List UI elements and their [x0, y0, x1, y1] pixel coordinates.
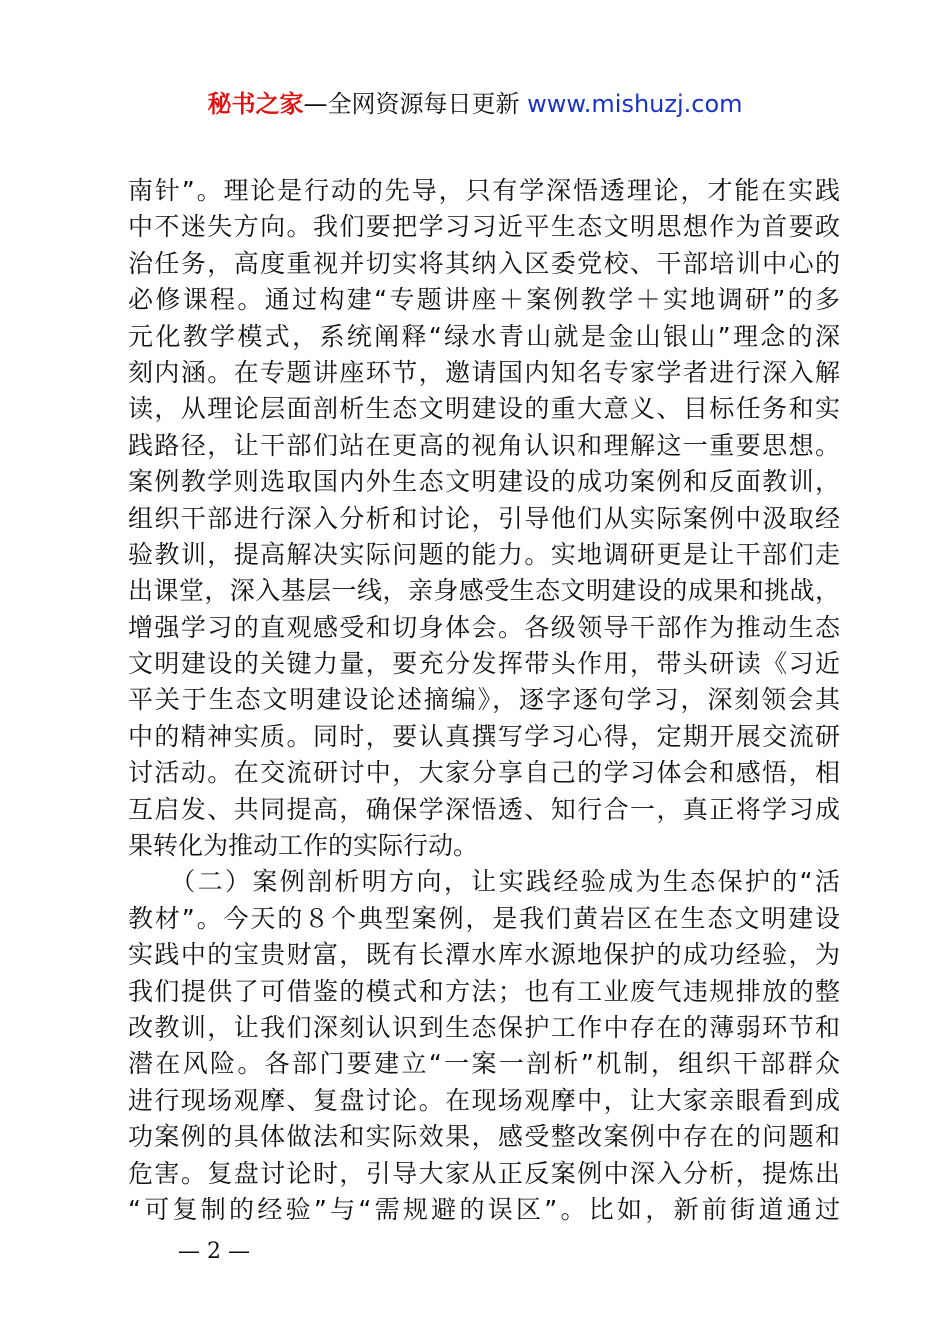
document-body: [128, 173, 840, 1228]
text-line: 组织干部进行深入分析和讨论，引导他们从实际案例中汲取经: [128, 503, 840, 533]
text-line: 必修课程。通过构建“专题讲座＋案例教学＋实地调研”的多: [128, 285, 840, 315]
text-line: 刻内涵。在专题讲座环节，邀请国内知名专家学者进行深入解: [128, 357, 840, 387]
text-line: 治任务，高度重视并切实将其纳入区委党校、干部培训中心的: [128, 248, 840, 278]
text-line: 进行现场观摩、复盘讨论。在现场观摩中，让大家亲眼看到成: [128, 1085, 840, 1115]
text-line: 改教训，让我们深刻认识到生态保护工作中存在的薄弱环节和: [128, 1012, 840, 1042]
text-line: 读，从理论层面剖析生态文明建设的重大意义、目标任务和实: [128, 394, 840, 424]
text-line: 潜在风险。各部门要建立“一案一剖析”机制，组织干部群众: [128, 1049, 840, 1079]
text-line: 中的精神实质。同时，要认真撰写学习心得，定期开展交流研: [128, 721, 840, 751]
text-line: 验教训，提高解决实际问题的能力。实地调研更是让干部们走: [128, 539, 840, 569]
text-line: 我们提供了可借鉴的模式和方法；也有工业废气违规排放的整: [128, 976, 840, 1006]
text-line: 平关于生态文明建设论述摘编》，逐字逐句学习，深刻领会其: [128, 685, 840, 715]
text-line: 互启发、共同提高，确保学深悟透、知行合一，真正将学习成: [128, 794, 840, 824]
page-header: [0, 86, 950, 122]
section-heading-line: （二）案例剖析明方向，让实践经验成为生态保护的“活: [128, 867, 840, 897]
text-line: “可复制的经验”与“需规避的误区”。比如，新前街道通过: [128, 1194, 840, 1224]
text-line: 出课堂，深入基层一线，亲身感受生态文明建设的成果和挑战，: [128, 576, 840, 606]
text-line: 教材”。今天的８个典型案例，是我们黄岩区在生态文明建设: [128, 903, 840, 933]
header-tagline: —全网资源每日更新: [303, 90, 528, 118]
text-line: 讨活动。在交流研讨中，大家分享自己的学习体会和感悟，相: [128, 758, 840, 788]
text-line: 增强学习的直观感受和切身体会。各级领导干部作为推动生态: [128, 612, 840, 642]
site-url[interactable]: www.mishuzj.com: [527, 90, 743, 118]
text-line: 功案例的具体做法和实际效果，感受整改案例中存在的问题和: [128, 1122, 840, 1152]
text-line: 文明建设的关键力量，要充分发挥带头作用，带头研读《习近: [128, 649, 840, 679]
text-line: 实践中的宝贵财富，既有长潭水库水源地保护的成功经验，为: [128, 940, 840, 970]
text-line: 元化教学模式，系统阐释“绿水青山就是金山银山”理念的深: [128, 321, 840, 351]
brand-name: 秘书之家: [207, 90, 304, 118]
text-line: 危害。复盘讨论时，引导大家从正反案例中深入分析，提炼出: [128, 1158, 840, 1188]
text-line: 案例教学则选取国内外生态文明建设的成功案例和反面教训，: [128, 467, 840, 497]
text-line: 南针”。理论是行动的先导，只有学深悟透理论，才能在实践: [128, 176, 840, 205]
page-number: — 2 —: [178, 1239, 250, 1264]
text-line: 践路径，让干部们站在更高的视角认识和理解这一重要思想。: [128, 430, 840, 460]
paragraph-last-line: 果转化为推动工作的实际行动。: [128, 831, 479, 861]
text-line: 中不迷失方向。我们要把学习习近平生态文明思想作为首要政: [128, 212, 840, 242]
